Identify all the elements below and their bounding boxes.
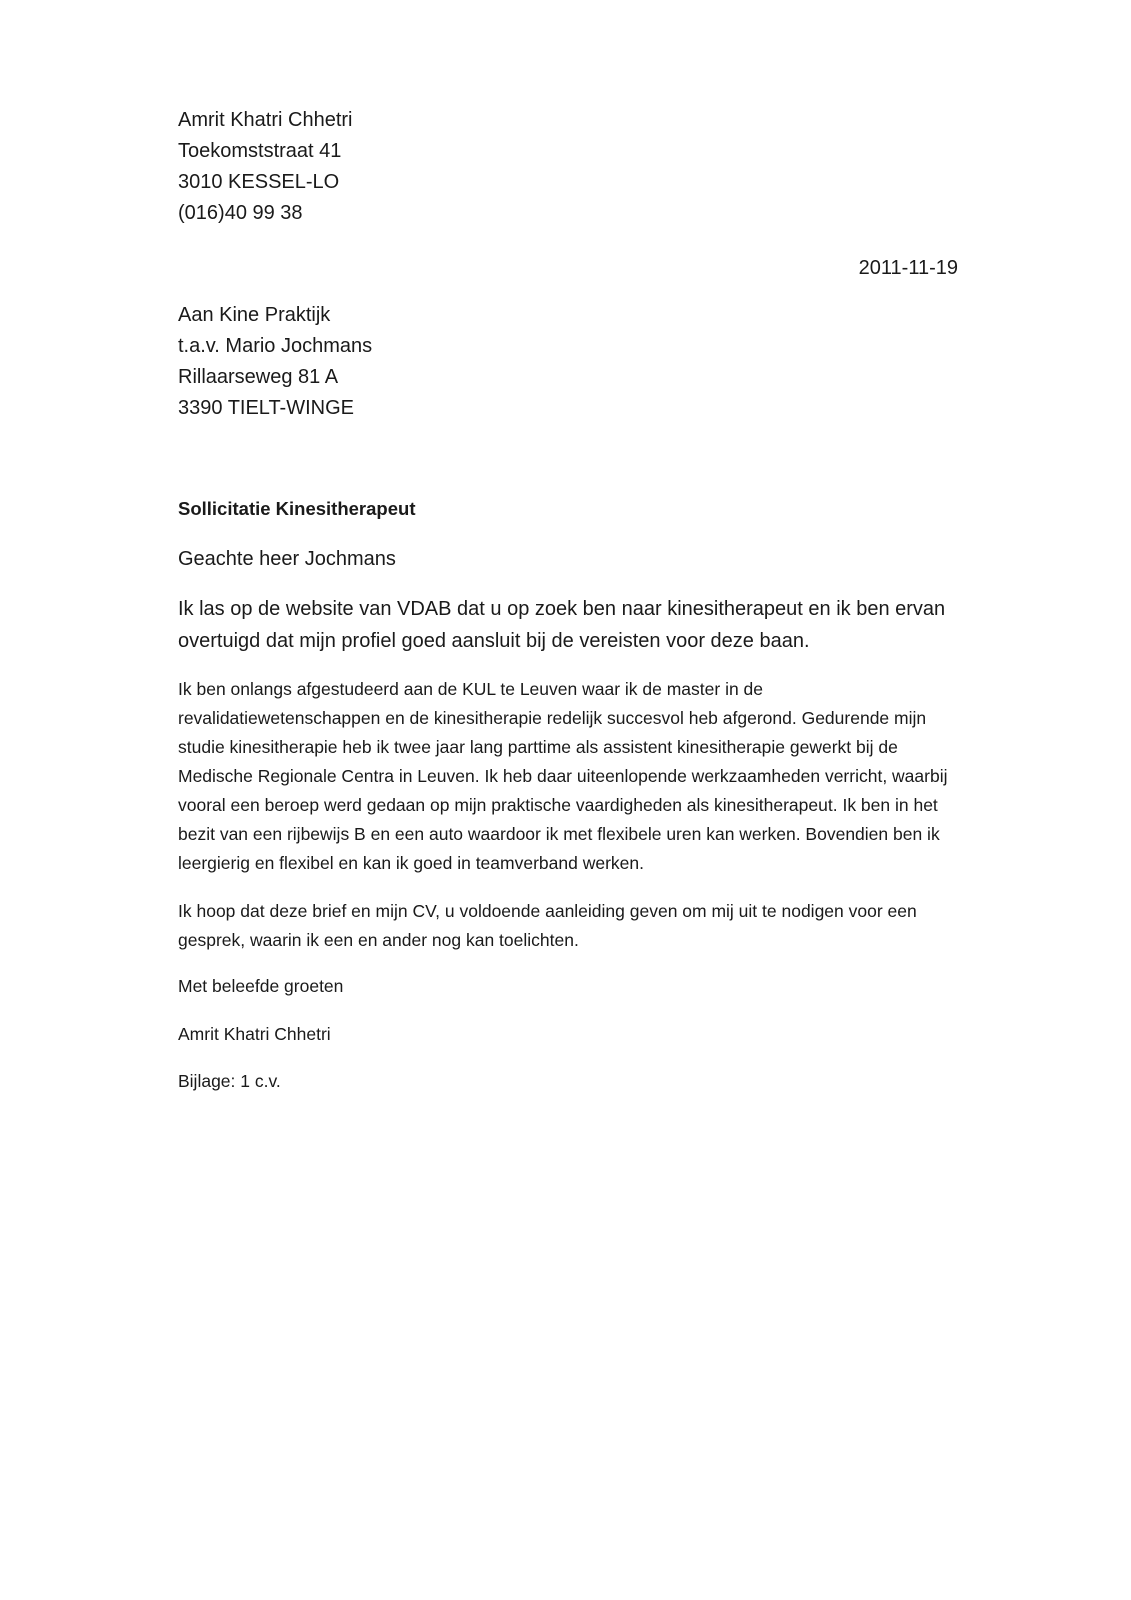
body-paragraph	[178, 675, 1028, 878]
letter-date: 2011-11-19	[858, 257, 958, 279]
recipient-city: 3390 TIELT-WINGE	[178, 397, 354, 419]
body-line: bezit van een rijbewijs B en een auto waardoor ik met flexibele uren kan werken. Bovendien ben ik	[178, 824, 940, 844]
sender-street: Toekomststraat 41	[178, 140, 342, 162]
intro-paragraph	[178, 593, 1028, 657]
closing-line: Ik hoop dat deze brief en mijn CV, u voldoende aanleiding geven om mij uit te nodigen voor een	[178, 901, 917, 921]
complimentary-close: Met beleefde groeten	[178, 976, 344, 996]
intro-line: overtuigd dat mijn profiel goed aansluit bij de vereisten voor deze baan.	[178, 630, 810, 652]
body-line: leergierig en flexibel en kan ik goed in teamverband werken.	[178, 853, 644, 873]
closing-line: gesprek, waarin ik een en ander nog kan toelichten.	[178, 930, 579, 950]
recipient-street: Rillaarseweg 81 A	[178, 366, 339, 388]
closing-paragraph	[178, 897, 1028, 955]
sender-phone: (016)40 99 38	[178, 202, 303, 224]
signature-name: Amrit Khatri Chhetri	[178, 1024, 331, 1044]
sender-name: Amrit Khatri Chhetri	[178, 109, 353, 131]
body-line: Medische Regionale Centra in Leuven. Ik heb daar uiteenlopende werkzaamheden verricht, waarbij	[178, 766, 948, 786]
recipient-attention: t.a.v. Mario Jochmans	[178, 335, 373, 357]
body-line: Ik ben onlangs afgestudeerd aan de KUL te Leuven waar ik de master in de	[178, 679, 764, 699]
intro-line: Ik las op de website van VDAB dat u op zoek ben naar kinesitherapeut en ik ben ervan	[178, 598, 946, 620]
sender-city: 3010 KESSEL-LO	[178, 171, 340, 193]
body-line: vooral een beroep werd gedaan op mijn praktische vaardigheden als kinesitherapeut. Ik ben in het	[178, 795, 938, 815]
letter-subject: Sollicitatie Kinesitherapeut	[178, 498, 416, 519]
body-line: revalidatiewetenschappen en de kinesitherapie redelijk succesvol heb afgerond. Gedurende mijn	[178, 708, 927, 728]
salutation: Geachte heer Jochmans	[178, 548, 396, 570]
body-line: studie kinesitherapie heb ik twee jaar lang parttime als assistent kinesitherapie gewerkt bij de	[178, 737, 898, 757]
recipient-company: Aan Kine Praktijk	[178, 304, 331, 326]
attachment-note: Bijlage: 1 c.v.	[178, 1071, 281, 1091]
